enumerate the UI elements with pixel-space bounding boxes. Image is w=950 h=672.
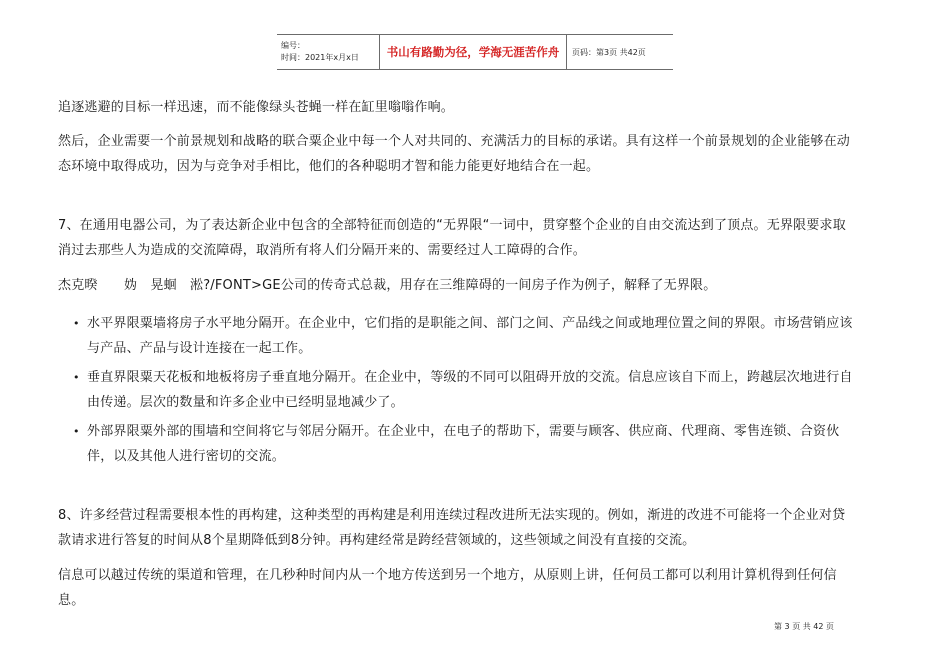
list-item-text: 水平界限粟墙将房子水平地分隔开。在企业中，它们指的是职能之间、部门之间、产品线之间或地理位置之间的界限。市场营销应该与产品、产品与设计连接在一起工作。: [87, 316, 853, 356]
paragraph-1: 追逐逃避的目标一样迅速，而不能像绿头苍蝇一样在缸里嗡嗡作响。: [58, 100, 455, 115]
list-item: [58, 419, 858, 469]
header-page-info: 页码：第3页 共42页: [572, 47, 646, 57]
list-item-text: 外部界限粟外部的围墙和空间将它与邻居分隔开。在企业中，在电子的帮助下，需要与顾客、供应商、代理商、零售连锁、合资伙伴，以及其他人进行密切的交流。: [87, 424, 840, 464]
header-time: 时间：2021年x月x日: [281, 53, 359, 62]
paragraph-5: 8、许多经营过程需要根本性的再构建，这种类型的再构建是利用连续过程改进所无法实现的。例如，渐进的改进不可能将一个企业对贷款请求进行答复的时间从8个星期降低到8分钟。再构建经常是跨经营领域的，这些领域之间没有直接的交流。: [58, 508, 846, 548]
header-motto: 书山有路勤为径，学海无涯苦作舟: [386, 45, 560, 59]
bullet-icon: •: [73, 425, 80, 438]
paragraph-4: 杰克暌 妫 晃蛔 淞?/FONT>GE公司的传奇式总裁，用存在三维障碍的一间房子作为例子，解释了无界限。: [58, 278, 717, 293]
paragraph-2: 然后，企业需要一个前景规划和战略的联合粟企业中每一个人对共同的、充满活力的目标的承诺。具有这样一个前景规划的企业能够在动态环境中取得成功，因为与竞争对手相比，他们的各种聪明才智和能力能更好地结合在一起。: [58, 134, 851, 174]
page-header: [277, 34, 673, 70]
header-code-label: 编号：: [281, 41, 305, 50]
header-motto-cell: [379, 35, 567, 69]
bullet-icon: •: [73, 371, 80, 384]
header-page-cell: [567, 35, 673, 69]
list-item: [58, 365, 858, 415]
bullet-list: [58, 311, 858, 469]
list-item: [58, 311, 858, 361]
document-body: [58, 95, 858, 613]
page-footer: 第 3 页 共 42 页: [774, 622, 834, 631]
paragraph-6: 信息可以越过传统的渠道和管理，在几秒种时间内从一个地方传送到另一个地方，从原则上讲，任何员工都可以利用计算机得到任何信息。: [58, 568, 837, 608]
paragraph-3: 7、在通用电器公司，为了表达新企业中包含的全部特征而创造的“无界限“一词中，贯穿整个企业的自由交流达到了顶点。无界限要求取消过去那些人为造成的交流障碍，取消所有将人们分隔开来的、需要经过人工障碍的合作。: [58, 218, 846, 258]
list-item-text: 垂直界限粟天花板和地板将房子垂直地分隔开。在企业中，等级的不同可以阻碍开放的交流。信息应该自下而上，跨越层次地进行自由传递。层次的数量和许多企业中已经明显地减少了。: [87, 370, 853, 410]
bullet-icon: •: [73, 317, 80, 330]
header-meta: [277, 35, 379, 69]
